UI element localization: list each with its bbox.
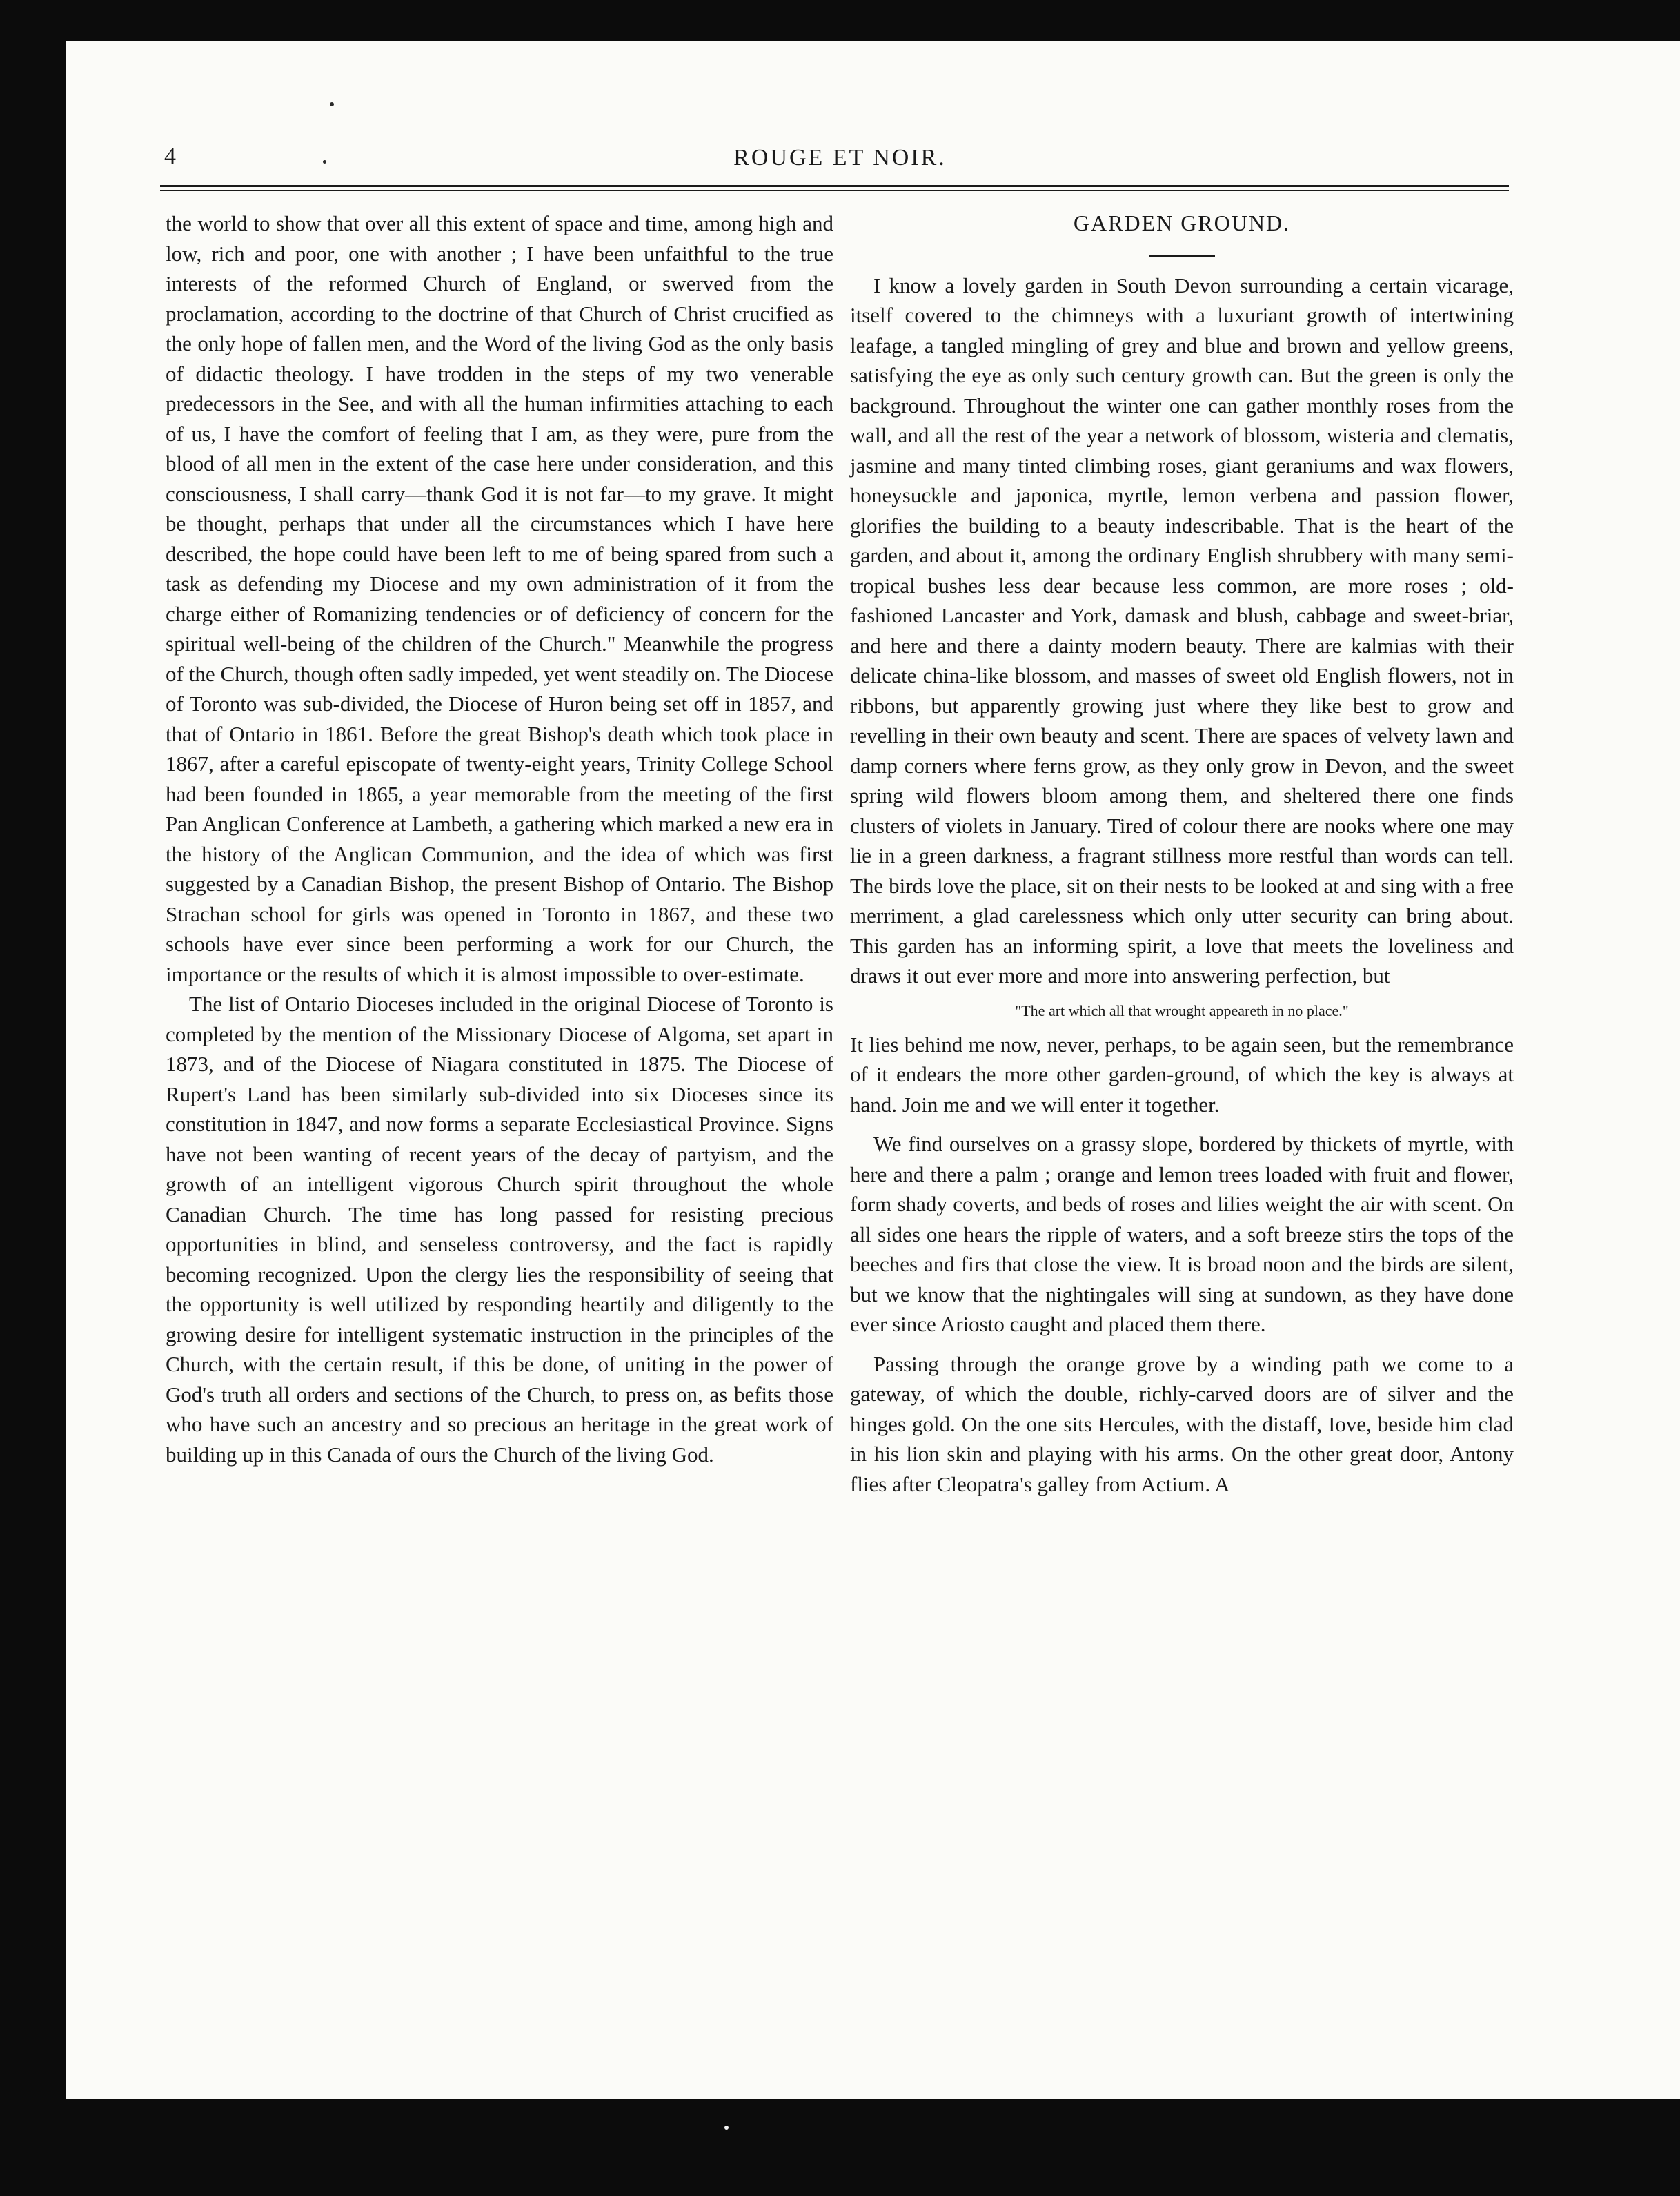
scan-speck (724, 2126, 729, 2130)
article-title: GARDEN GROUND. (1073, 210, 1291, 235)
running-title: ROUGE ET NOIR. (733, 145, 947, 170)
scan-edge-bottom (0, 2099, 1680, 2196)
verse-quote: "The art which all that wrought appeareth in no place." (1015, 1001, 1349, 1019)
right-paragraph-3: We find ourselves on a grassy slope, bordered by thickets of myrtle, with here and there a palm ; orange and lemon trees loaded with fruit and flower, form shady coverts, and beds of roses and lilies weight the air with scent. On all sides one hears the ripple of waters, and a soft breeze stirs the tops of the beeches and firs that close the view. It is broad noon and the birds are silent, but we know that the nightingales will sing at sundown, as they have done ever since Ariosto caught and placed them there. (850, 1132, 1514, 1336)
right-paragraph-4: Passing through the orange grove by a winding path we come to a gateway, of which the double, richly-carved doors are of silver and the hinges gold. On the one sits Hercules, with the distaff, Iove, beside him clad in his lion skin and playing with his arms. On the other great door, Antony flies after Cleopatra's galley from Actium. A (850, 1351, 1514, 1496)
left-paragraph-1: the world to show that over all this extent of space and time, among high and low, rich and poor, one with another ; I have been unfaithful to the true interests of the reformed Church of England, or swerved from the proclamation, according to the doctrine of that Church of Christ crucified as the only hope of fallen men, and the Word of the living God as the only basis of didactic theology. I have trodden in the steps of my two venerable predecessors in the See, and with all the human infirmities attaching to each of us, I have the comfort of feeling that I am, as they were, pure from the blood of all men in the extent of the case here under consideration, and this consciousness, I shall carry—thank God it is not far—to my grave. It might be thought, perhaps that under all the circumstances which I have here described, the hope could have been left to me of being spared from such a task as defending my Diocese and my own administration of it from the charge either of Romanizing tendencies or of deficiency of concern for the spiritual well-being of the children of the Church." Meanwhile the progress of the Church, though often sadly impeded, yet went steadily on. The Diocese of Toronto was sub-divided, the Diocese of Huron being set off in 1857, and that of Ontario in 1861. Before the great Bishop's death which took place in 1867, after a careful episcopate of twenty-eight years, Trinity College School had been founded in 1865, a year memorable from the meeting of the first Pan Anglican Conference at Lambeth, a gathering which marked a new era in the history of the Anglican Communion, and the idea of which was first suggested by a Canadian Bishop, the present Bishop of Ontario. The Bishop Strachan school for girls was opened in Toronto in 1867, and these two schools have ever since been performing a work for our Church, the importance or the results of which it is almost impossible to over-estimate. (166, 211, 833, 986)
header-rule-bottom (160, 190, 1509, 191)
right-column (850, 208, 1514, 1499)
header-rule-top (160, 185, 1509, 187)
right-paragraph-2: It lies behind me now, never, perhaps, to be again seen, but the remembrance of it endears the more other garden-ground, of which the key is always at hand. Join me and we will enter it together. (850, 1032, 1514, 1117)
right-paragraph-1: I know a lovely garden in South Devon surrounding a certain vicarage, itself covered to the chimneys with a luxuriant growth of intertwining leafage, a tangled mingling of grey and blue and brown and yellow greens, satisfying the eye as only such century growth can. But the green is only the background. Throughout the winter one can gather monthly roses from the wall, and all the rest of the year a network of blossom, wisteria and clematis, jasmine and many tinted climbing roses, giant geraniums and wax flowers, honeysuckle and japonica, myrtle, lemon verbena and passion flower, glorifies the building to a beauty indescribable. That is the heart of the garden, and about it, among the ordinary English shrubbery with many semi-tropical bushes less dear because less common, are more roses ; old-fashioned Lancaster and York, damask and blush, cabbage and sweet-briar, and here and there a dainty modern beauty. There are kalmias with their delicate china-like blossom, and masses of sweet old English flowers, not in ribbons, but apparently growing just where they like best to grow and revelling in their own beauty and scent. There are spaces of velvety lawn and damp corners where ferns grow, as they only grow in Devon, and the sweet spring wild flowers bloom among them, and sheltered there one finds clusters of violets in January. Tired of colour there are nooks where one may lie in a green darkness, a fragrant stillness more restful than words can tell. The birds love the place, sit on their nests to be looked at and sing with a free merriment, a glad carelessness which only utter security can bring about. This garden has an informing spirit, a love that meets the loveliness and draws it out ever more and more into answering perfection, but (850, 273, 1514, 988)
scan-edge-top (0, 0, 1680, 41)
page-number: 4 (164, 144, 176, 169)
scan-edge-left (0, 0, 66, 2196)
left-column (166, 208, 833, 1469)
title-dash (1149, 255, 1215, 257)
scan-speck (330, 102, 334, 106)
left-paragraph-2: The list of Ontario Dioceses included in the original Diocese of Toronto is completed by the mention of the Missionary Diocese of Algoma, set apart in 1873, and of the Diocese of Niagara constituted in 1875. The Diocese of Rupert's Land has been similarly sub-divided into six Dioceses since its constitution in 1847, and now forms a separate Ecclesiastical Province. Signs have not been wanting of recent years of the decay of partyism, and the growth of an intelligent vigorous Church spirit throughout the whole Canadian Church. The time has long passed for resisting precious opportunities in blind, and senseless controversy, and the fact is rapidly becoming recognized. Upon the clergy lies the responsibility of seeing that the opportunity is well utilized by responding heartily and diligently to the growing desire for intelligent systematic instruction in the principles of the Church, with the certain result, if this be done, of uniting in the power of God's truth all orders and sections of the Church, to press on, as befits those who have such an ancestry and so precious an heritage in the great work of building up in this Canada of ours the Church of the living God. (166, 992, 833, 1467)
